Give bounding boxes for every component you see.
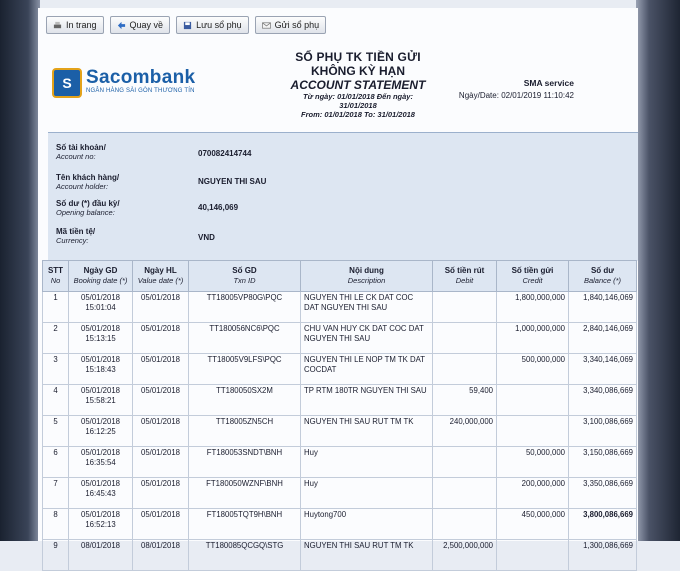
cell-balance: 1,840,146,069 xyxy=(569,292,637,323)
cell-credit: 500,000,000 xyxy=(497,354,569,385)
opening-balance-value: 40,146,069 xyxy=(198,203,239,212)
bank-name: Sacombank xyxy=(86,67,196,88)
cell-no: 9 xyxy=(43,540,69,571)
cell-booking: 05/01/2018 15:01:04 xyxy=(69,292,133,323)
service-name: SMA service xyxy=(523,78,574,88)
cell-value: 05/01/2018 xyxy=(133,478,189,509)
period-en: From: 01/01/2018 To: 31/01/2018 xyxy=(301,110,415,119)
cell-booking: 05/01/2018 16:35:54 xyxy=(69,447,133,478)
print-date xyxy=(459,91,574,100)
table-row xyxy=(43,292,637,323)
cell-value: 08/01/2018 xyxy=(133,540,189,571)
cell-txn: TT180056NC6\PQC xyxy=(189,323,301,354)
printer-icon xyxy=(53,21,62,30)
send-button[interactable] xyxy=(255,16,327,34)
cell-desc: Huy xyxy=(301,447,433,478)
col-header-txn-id: Số GD Txn ID xyxy=(189,261,301,292)
save-button[interactable] xyxy=(176,16,249,34)
monitor-bezel-right xyxy=(636,0,680,541)
date-label: Ngày/Date: xyxy=(458,91,499,100)
cell-value: 05/01/2018 xyxy=(133,323,189,354)
cell-balance: 1,300,086,669 xyxy=(569,540,637,571)
save-icon xyxy=(183,21,192,30)
table-row xyxy=(43,354,637,385)
col-header-value-date: Ngày HL Value date (*) xyxy=(133,261,189,292)
cell-desc: TP RTM 180TR NGUYEN THI SAU xyxy=(301,385,433,416)
col-header-booking-date: Ngày GD Booking date (*) xyxy=(69,261,133,292)
title-line-1: SỔ PHỤ TK TIỀN GỬI xyxy=(295,50,421,64)
cell-desc: NGUYEN THI LE CK DAT COC DAT NGUYEN THI SAU xyxy=(301,292,433,323)
holder-label: Tên khách hàng/ Account holder: xyxy=(56,173,120,191)
print-label: In trang xyxy=(66,20,97,30)
cell-debit xyxy=(433,447,497,478)
table-row xyxy=(43,323,637,354)
sacombank-logo-icon: S xyxy=(52,68,82,98)
period-vi-to: 31/01/2018 xyxy=(339,101,377,110)
col-header-credit: Số tiền gửi Credit xyxy=(497,261,569,292)
cell-desc: NGUYEN THI SAU RUT TM TK xyxy=(301,540,433,571)
cell-booking: 05/01/2018 16:52:13 xyxy=(69,509,133,540)
cell-txn: TT18005ZN5CH xyxy=(189,416,301,447)
bank-logo xyxy=(52,68,195,98)
cell-credit: 1,000,000,000 xyxy=(497,323,569,354)
cell-txn: FT180050WZNF\BNH xyxy=(189,478,301,509)
cell-balance: 3,800,086,669 xyxy=(569,509,637,540)
transactions-table xyxy=(42,260,637,571)
cell-credit xyxy=(497,385,569,416)
cell-desc: Huy xyxy=(301,478,433,509)
cell-txn: FT180053SNDT\BNH xyxy=(189,447,301,478)
title-line-3: ACCOUNT STATEMENT xyxy=(290,78,426,92)
cell-debit xyxy=(433,478,497,509)
currency-label: Mã tiền tệ/ Currency: xyxy=(56,227,96,245)
cell-balance: 3,340,146,069 xyxy=(569,354,637,385)
cell-desc: NGUYEN THI SAU RUT TM TK xyxy=(301,416,433,447)
cell-debit: 2,500,000,000 xyxy=(433,540,497,571)
cell-balance: 2,840,146,069 xyxy=(569,323,637,354)
col-header-debit: Số tiền rút Debit xyxy=(433,261,497,292)
statement-page xyxy=(38,8,638,550)
cell-credit: 50,000,000 xyxy=(497,447,569,478)
table-row xyxy=(43,416,637,447)
col-header-description: Nội dung Description xyxy=(301,261,433,292)
cell-booking: 05/01/2018 16:45:43 xyxy=(69,478,133,509)
account-no-value: 070082414744 xyxy=(198,149,252,158)
cell-value: 05/01/2018 xyxy=(133,292,189,323)
table-row xyxy=(43,385,637,416)
table-header-row xyxy=(43,261,637,292)
table-row xyxy=(43,540,637,571)
cell-txn: FT18005TQT9H\BNH xyxy=(189,509,301,540)
col-header-balance: Số dư Balance (*) xyxy=(569,261,637,292)
cell-value: 05/01/2018 xyxy=(133,385,189,416)
cell-credit: 450,000,000 xyxy=(497,509,569,540)
cell-no: 4 xyxy=(43,385,69,416)
currency-value: VND xyxy=(198,233,215,242)
cell-balance: 3,350,086,669 xyxy=(569,478,637,509)
cell-no: 7 xyxy=(43,478,69,509)
cell-credit xyxy=(497,540,569,571)
mail-icon xyxy=(262,21,271,30)
cell-debit xyxy=(433,292,497,323)
service-info xyxy=(459,78,574,100)
cell-booking: 08/01/2018 xyxy=(69,540,133,571)
cell-booking: 05/01/2018 16:12:25 xyxy=(69,416,133,447)
monitor-bezel-left xyxy=(0,0,40,541)
cell-balance: 3,100,086,669 xyxy=(569,416,637,447)
cell-no: 1 xyxy=(43,292,69,323)
statement-title xyxy=(258,50,458,119)
toolbar xyxy=(46,16,326,34)
cell-booking: 05/01/2018 15:18:43 xyxy=(69,354,133,385)
send-label: Gửi sổ phụ xyxy=(274,20,320,30)
cell-txn: TT180085QCGQ\STG xyxy=(189,540,301,571)
cell-balance: 3,340,086,669 xyxy=(569,385,637,416)
cell-no: 2 xyxy=(43,323,69,354)
cell-debit xyxy=(433,323,497,354)
cell-value: 05/01/2018 xyxy=(133,416,189,447)
account-info-panel xyxy=(48,132,638,261)
account-no-label: Số tài khoản/ Account no: xyxy=(56,143,106,161)
cell-txn: TT18005V9LFS\PQC xyxy=(189,354,301,385)
cell-credit: 1,800,000,000 xyxy=(497,292,569,323)
cell-credit: 200,000,000 xyxy=(497,478,569,509)
date-value: 02/01/2019 11:10:42 xyxy=(501,91,574,100)
cell-desc: Huytong700 xyxy=(301,509,433,540)
back-button[interactable] xyxy=(110,16,171,34)
cell-debit xyxy=(433,509,497,540)
cell-no: 3 xyxy=(43,354,69,385)
cell-value: 05/01/2018 xyxy=(133,354,189,385)
print-button[interactable] xyxy=(46,16,104,34)
cell-desc: NGUYEN THI LE NOP TM TK DAT COCDAT xyxy=(301,354,433,385)
table-row xyxy=(43,478,637,509)
holder-value: NGUYEN THI SAU xyxy=(198,177,267,186)
save-label: Lưu sổ phụ xyxy=(196,20,242,30)
title-line-2: KHÔNG KỲ HẠN xyxy=(310,64,405,78)
cell-txn: TT18005VP80G\PQC xyxy=(189,292,301,323)
col-header-no: STT No xyxy=(43,261,69,292)
cell-booking: 05/01/2018 15:13:15 xyxy=(69,323,133,354)
cell-no: 6 xyxy=(43,447,69,478)
cell-no: 5 xyxy=(43,416,69,447)
back-label: Quay về xyxy=(129,20,164,30)
table-row xyxy=(43,447,637,478)
cell-debit: 59,400 xyxy=(433,385,497,416)
table-row xyxy=(43,509,637,540)
cell-desc: CHU VAN HUY CK DAT COC DAT NGUYEN THI SAU xyxy=(301,323,433,354)
bank-slogan: NGÂN HÀNG SÀI GÒN THƯƠNG TÍN xyxy=(86,88,195,94)
cell-value: 05/01/2018 xyxy=(133,447,189,478)
cell-value: 05/01/2018 xyxy=(133,509,189,540)
cell-credit xyxy=(497,416,569,447)
cell-txn: TT180050SX2M xyxy=(189,385,301,416)
cell-debit xyxy=(433,354,497,385)
cell-booking: 05/01/2018 15:58:21 xyxy=(69,385,133,416)
back-arrow-icon xyxy=(117,21,126,30)
period-vi: Từ ngày: 01/01/2018 Đến ngày: xyxy=(303,92,413,101)
opening-balance-label: Số dư (*) đầu kỳ/ Opening balance: xyxy=(56,199,120,217)
cell-no: 8 xyxy=(43,509,69,540)
cell-debit: 240,000,000 xyxy=(433,416,497,447)
cell-balance: 3,150,086,669 xyxy=(569,447,637,478)
